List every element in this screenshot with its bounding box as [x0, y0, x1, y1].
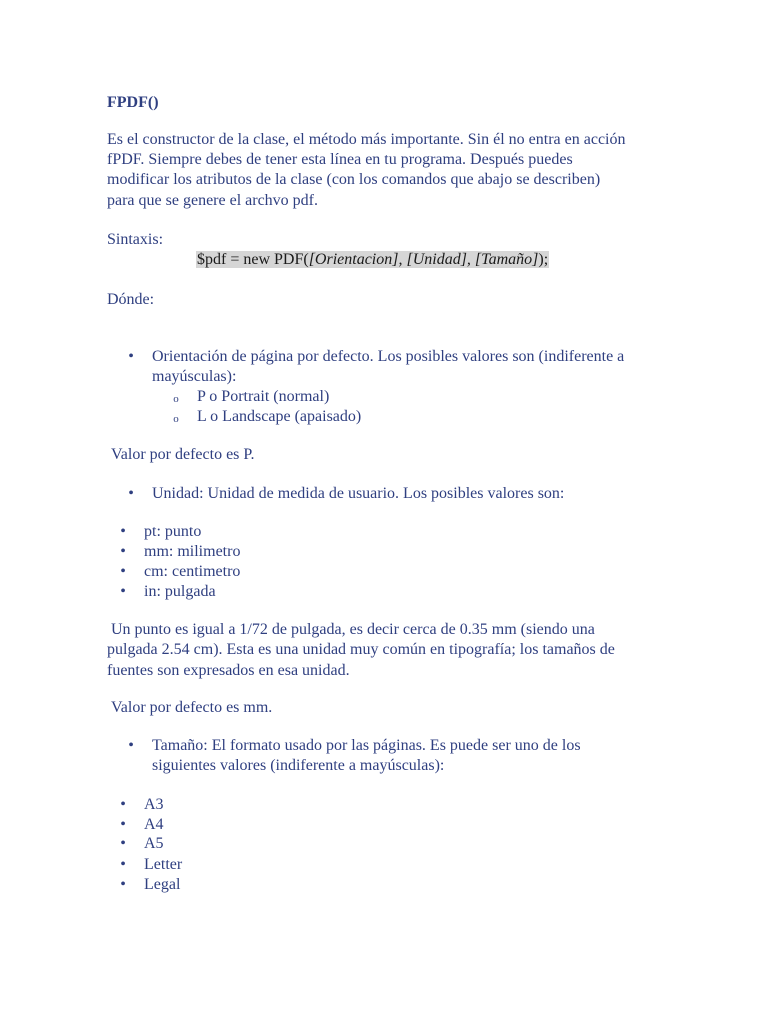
- bullet-icon: •: [128, 485, 134, 502]
- bullet-icon: •: [120, 856, 126, 873]
- list-item: cm: centimetro: [144, 563, 241, 580]
- list-item: Letter: [144, 856, 183, 873]
- orientation-option: L o Landscape (apaisado): [197, 408, 362, 425]
- page-title: FPDF(): [107, 94, 159, 111]
- list-item: pt: punto: [144, 523, 202, 540]
- bullet-icon: •: [128, 737, 134, 754]
- list-item: mm: milimetro: [144, 543, 241, 560]
- orientation-default: Valor por defecto es P.: [111, 446, 255, 463]
- bullet-icon: •: [120, 876, 126, 893]
- circle-bullet-icon: o: [173, 393, 179, 405]
- unit-line: Unidad: Unidad de medida de usuario. Los posibles valores son:: [152, 485, 565, 502]
- bullet-icon: •: [120, 543, 126, 560]
- bullet-icon: •: [120, 835, 126, 852]
- list-item: A4: [144, 816, 164, 833]
- size-line: siguientes valores (indiferente a mayúsculas):: [152, 757, 445, 774]
- circle-bullet-icon: o: [173, 413, 179, 425]
- bullet-icon: •: [120, 796, 126, 813]
- orientation-option: P o Portrait (normal): [197, 388, 330, 405]
- orientation-line: Orientación de página por defecto. Los posibles valores son (indiferente a: [152, 348, 625, 365]
- bullet-icon: •: [128, 348, 134, 365]
- list-item: Legal: [144, 876, 181, 893]
- orientation-line: mayúsculas):: [152, 368, 237, 385]
- donde-label: Dónde:: [107, 291, 155, 308]
- intro-line: para que se genere el archvo pdf.: [107, 192, 318, 209]
- bullet-icon: •: [120, 523, 126, 540]
- size-line: Tamaño: El formato usado por las páginas. Es puede ser uno de los: [152, 737, 581, 754]
- syntax-label: Sintaxis:: [107, 231, 164, 248]
- bullet-icon: •: [120, 563, 126, 580]
- bullet-icon: •: [120, 583, 126, 600]
- unit-default: Valor por defecto es mm.: [111, 699, 273, 716]
- code-args: [Orientacion], [Unidad], [Tamaño]: [308, 251, 539, 268]
- code-prefix: $pdf = new PDF(: [197, 251, 309, 268]
- intro-line: modificar los atributos de la clase (con los comandos que abajo se describen): [107, 171, 601, 188]
- syntax-code: [196, 250, 549, 270]
- code-suffix: );: [538, 251, 549, 268]
- list-item: A5: [144, 835, 164, 852]
- unit-note-line: Un punto es igual a 1/72 de pulgada, es decir cerca de 0.35 mm (siendo una: [111, 621, 595, 638]
- list-item: in: pulgada: [144, 583, 216, 600]
- unit-note-line: fuentes son expresados en esa unidad.: [107, 662, 350, 679]
- list-item: A3: [144, 796, 164, 813]
- bullet-icon: •: [120, 816, 126, 833]
- unit-note-line: pulgada 2.54 cm). Esta es una unidad muy común en tipografía; los tamaños de: [107, 641, 615, 658]
- intro-line: Es el constructor de la clase, el método más importante. Sin él no entra en acción: [107, 131, 626, 148]
- intro-line: fPDF. Siempre debes de tener esta línea en tu programa. Después puedes: [107, 151, 573, 168]
